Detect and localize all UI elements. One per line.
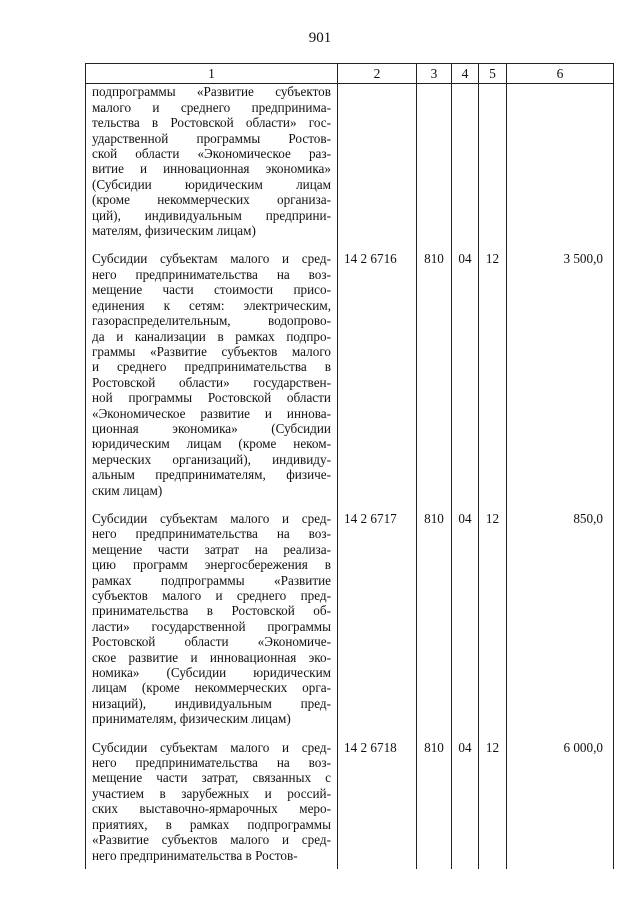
description-line: участием в зарубежных и россий- [92,785,331,801]
column-header: 1 [86,64,338,84]
description-line: да и канализации в рамках подпро- [92,328,331,344]
target-article-code [338,84,417,245]
table-body [86,84,614,869]
description-line: мещение части стоимости присо- [92,282,331,298]
section-code: 04 [452,504,479,733]
target-article-code: 14 2 6717 [338,504,417,733]
description-line: него предпринимательства на воз- [92,526,331,542]
description-line: мещение части затрат на реализа- [92,541,331,557]
description-line: юридическим лицам (кроме неком- [92,436,331,452]
description-line: ским лицам) [92,482,163,498]
description-line: тельства в Ростовской области» гос- [92,115,331,131]
description-line: ской области «Экономическое раз- [92,146,331,162]
column-header: 4 [452,64,479,84]
page-number: 901 [308,30,332,46]
description-line: него предпринимательства в Ростов- [92,847,298,863]
expense-type-code: 810 [417,244,452,504]
description-line: Ростовской области «Экономиче- [92,634,331,650]
description-line: Ростовской области» государствен- [92,374,331,390]
section-code [452,84,479,245]
description-line: ских выставочно-ярмарочных меро- [92,801,331,817]
subsection-code: 12 [479,733,507,869]
subsection-code: 12 [479,244,507,504]
description-line: малого и среднего предпринима- [92,99,331,115]
description-line: принимательства в Ростовской об- [92,603,331,619]
description-line: низаций), индивидуальным пред- [92,695,331,711]
description-line: приятиях, в рамках подпрограммы [92,816,331,832]
description-line: альным предпринимателям, физиче- [92,467,331,483]
description-line: (Субсидии юридическим лицам [92,176,331,192]
table-row [86,84,614,245]
row-description [86,504,338,733]
description-line: подпрограммы «Развитие субъектов [92,84,331,100]
description-line: ударственной программы Ростов- [92,130,331,146]
description-line: витие и инновационная экономика» [92,161,331,177]
amount-value: 850,0 [507,504,614,733]
column-header: 3 [417,64,452,84]
description-line: «Экономическое развитие и иннова- [92,405,331,421]
subsection-code [479,84,507,245]
description-line: единения к сетям: электрическим, [92,297,331,313]
target-article-code: 14 2 6716 [338,244,417,504]
expense-type-code [417,84,452,245]
description-line: граммы «Развитие субъектов малого [92,343,331,359]
description-line: и среднего предпринимательства в [92,359,331,375]
description-line: ционная экономика» (Субсидии [92,420,331,436]
budget-table [85,63,614,869]
description-line: ласти» государственной программы [92,618,331,634]
column-header: 6 [507,64,614,84]
description-line: принимателям, физическим лицам) [92,711,291,727]
table-row [86,504,614,733]
description-line: него предпринимательства на воз- [92,266,331,282]
expense-type-code: 810 [417,504,452,733]
description-line: мещение части затрат, связанных с [92,770,331,786]
subsection-code: 12 [479,504,507,733]
table-header [86,64,614,84]
description-line: Субсидии субъектам малого и сред- [92,251,331,267]
amount-value [507,84,614,245]
column-header: 2 [338,64,417,84]
target-article-code: 14 2 6718 [338,733,417,869]
description-line: номика» (Субсидии юридическим [92,665,331,681]
description-line: цию программ энергосбережения в [92,557,331,573]
description-line: Субсидии субъектам малого и сред- [92,510,331,526]
section-code: 04 [452,733,479,869]
table-row [86,733,614,869]
description-line: него предпринимательства на воз- [92,755,331,771]
description-line: рамках подпрограммы «Развитие [92,572,331,588]
description-line: субъектов малого и среднего пред- [92,588,331,603]
section-code: 04 [452,244,479,504]
description-line: газораспределительным, водопрово- [92,313,331,329]
row-description [86,244,338,504]
description-line: ций), индивидуальным предприни- [92,207,331,223]
expense-type-code: 810 [417,733,452,869]
table-row [86,244,614,504]
description-line: «Развитие субъектов малого и сред- [92,832,331,848]
description-line: лицам (кроме некоммерческих орга- [92,680,331,696]
amount-value: 6 000,0 [507,733,614,869]
description-line: мерческих организаций), индивиду- [92,451,331,467]
description-line: ной программы Ростовской области [92,390,331,406]
amount-value: 3 500,0 [507,244,614,504]
row-description [86,733,338,869]
row-description [86,84,338,245]
column-header: 5 [479,64,507,84]
description-line: Субсидии субъектам малого и сред- [92,739,331,755]
description-line: (кроме некоммерческих организа- [92,192,331,208]
description-line: ское развитие и инновационная эко- [92,649,331,665]
description-line: мателям, физическим лицам) [92,223,256,239]
